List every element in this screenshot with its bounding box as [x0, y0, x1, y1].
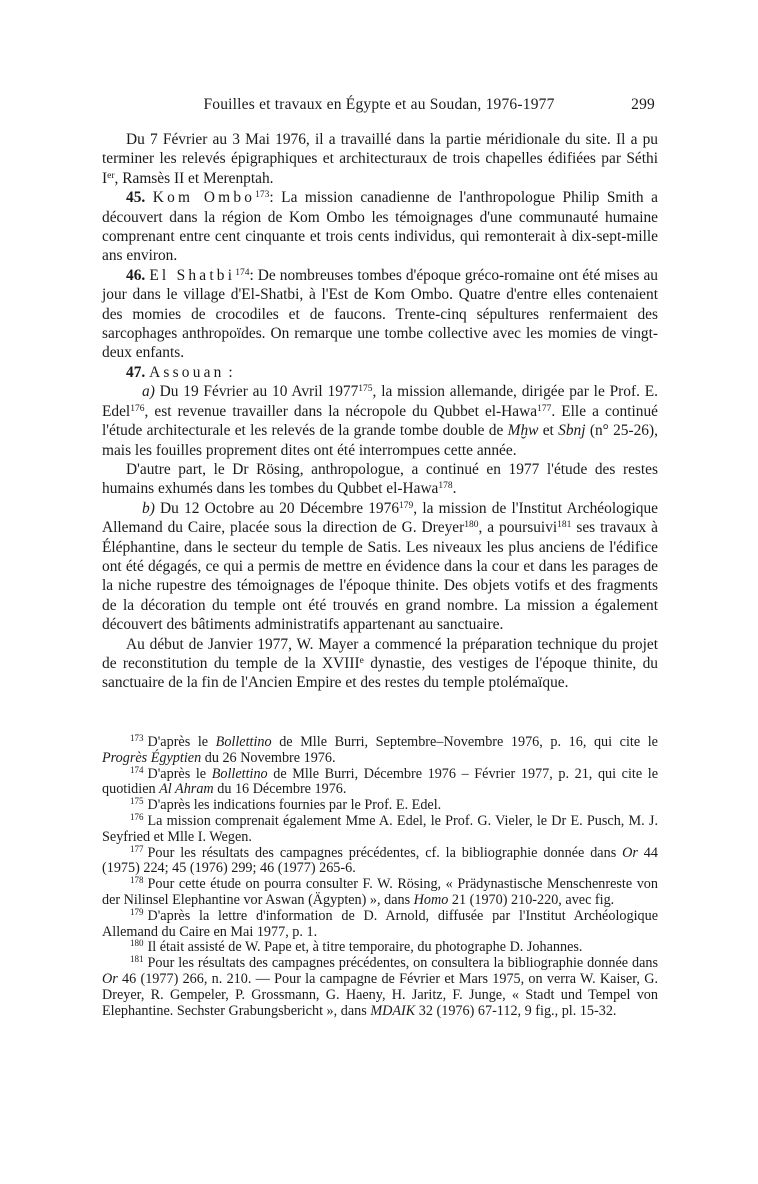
footnote-173: $^{173}$ D'après le Bollettino de Mlle Burri, Septembre–Novembre 1976, p. 16, qui cite le Progrès Égyptien du 26 Novembre 1976.: [102, 733, 658, 766]
footnote-176: $^{176}$ La mission comprenait également Mme A. Edel, le Prof. G. Vieler, le Dr E. Pusch, M. J. Seyfried et Mlle I. Wegen.: [102, 811, 658, 845]
footnote-177: $^{177}$ Pour les résultats des campagnes précédentes, cf. la bibliographie donnée dans Or 44 (1975) 224; 45 (1976) 299; 46 (1977) 265-6.: [102, 843, 658, 877]
footnote-ref: 179: [399, 500, 414, 511]
section-number: 46.: [126, 266, 146, 284]
footnote-180: $^{180}$ Il était assisté de W. Pape et, à titre temporaire, du photographe D. Johannes.: [130, 938, 583, 956]
main-text: [102, 130, 658, 693]
site-name: El Shatbi: [149, 266, 236, 284]
footnote-ref: 180: [464, 520, 479, 531]
superscript: er: [107, 170, 115, 181]
item-label: a): [142, 383, 155, 401]
footnote-number: 173: [130, 733, 144, 743]
running-header: [0, 96, 758, 120]
footnote-ref: 177: [537, 403, 552, 414]
section-47: 47. Assouan :: [126, 363, 233, 381]
item-label: b): [142, 499, 155, 517]
footnote-ref: 176: [130, 403, 145, 414]
section-46: 46. El Shatbi$^{174}$: De nombreuses tombes d'époque gréco-romaine ont été mises au jour dans le village d'El-Shatbi, à l'Est de Kom Ombo. Quatre d'entre elles contenaient des momies de crocodiles et de faucons. Trente-cinq sépultures renfermaient des sarcophages anthropoïdes. On remarque une tombe collective avec les momies de vingt-deux enfants.: [102, 266, 658, 362]
footnote-ref: 174: [235, 267, 250, 278]
footnote-ref: 175: [358, 384, 373, 395]
footnote-number: 178: [130, 875, 144, 886]
site-name: Assouan: [149, 363, 225, 381]
site-name: Kom Ombo: [152, 189, 256, 207]
footnotes: [102, 735, 658, 1019]
footnote-number: 176: [130, 811, 144, 822]
footnote-178: $^{178}$ Pour cette étude on pourra consulter F. W. Rösing, « Prädynastische Menschenreste von der Nilinsel Elephantine vor Aswan (Ägypten) », dans Homo 21 (1970) 210-220, avec fig.: [102, 875, 658, 908]
footnote-number: 179: [130, 906, 144, 917]
paragraph-intro: Du 7 Février au 3 Mai 1976, il a travaillé dans la partie méridionale du site. Il a pu terminer les relevés épigraphiques et architecturaux de trois chapelles édifiées par Séthi Ier, Ramsès II et Merenptah.: [102, 131, 658, 187]
footnote-181: $^{181}$ Pour les résultats des campagnes précédentes, on consultera la bibliographie donnée dans Or 46 (1977) 266, n. 210. — Pour la campagne de Février et Mars 1975, on verra W. Kaiser, G. Dreyer, R. Gempeler, P. Grossmann, G. Haeny, H. Jaritz, F. Junge, « Stadt und Tempel von Elephantine. Sechster Grabungsbericht », dans MDAIK 32 (1976) 67-112, 9 fig., pl. 15-32.: [102, 954, 658, 1019]
footnote-ref: 173: [255, 190, 270, 201]
section-45: 45. Kom Ombo$^{173}$: La mission canadienne de l'anthropologue Philip Smith a découvert dans la région de Kom Ombo les témoignages d'une communauté humaine comprenant entre cent cinquante et trois cents individus, qui remonterait à dix-sept-mille ans environ.: [102, 189, 658, 265]
footnote-number: 177: [130, 843, 144, 854]
paragraph-rosing: D'autre part, le Dr Rösing, anthropologue, a continué en 1977 l'étude des restes humains exhumés dans les tombes du Qubbet el-Hawa$^{178}$.: [102, 460, 658, 498]
footnote-175: $^{175}$ D'après les indications fournies par le Prof. E. Edel.: [130, 796, 442, 814]
footnote-number: 175: [130, 796, 144, 807]
footnote-ref: 181: [557, 520, 572, 531]
superscript: e: [359, 655, 364, 666]
section-47-b: b) Du 12 Octobre au 20 Décembre 1976$^{179}$, la mission de l'Institut Archéologique Allemand du Caire, placée sous la direction de G. Dreyer$^{180}$, a poursuivi$^{181}$ ses travaux à Éléphantine, dans le secteur du temple de Satis. Les niveaux les plus anciens de l'édifice ont été dégagés, ce qui a permis de mettre en évidence dans la cour et dans les parages de la niche rupestre des témoignages de l'époque thinite. Des objets votifs et des fragments de la décoration du temple ont été trouvés en grand nombre. La mission a également découvert des bâtiments administratifs appartenant au sanctuaire.: [102, 499, 658, 634]
section-number: 45.: [126, 189, 146, 207]
page-number: 299: [631, 96, 655, 113]
section-47-a: a) Du 19 Février au 10 Avril 1977$^{175}$, la mission allemande, dirigée par le Prof. E. Edel$^{176}$, est revenue travailler dans la nécropole du Qubbet el-Hawa$^{177}$. Elle a continué l'étude architecturale et les relevés de la grande tombe double de Mḫw et Sbnj (n° 25-26), mais les fouilles proprement dites ont été interrompues cette année.: [102, 383, 658, 459]
section-number: 47.: [126, 363, 146, 381]
footnote-179: $^{179}$ D'après la lettre d'information de D. Arnold, diffusée par l'Institut Archéologique Allemand du Caire en Mai 1977, p. 1.: [102, 906, 658, 940]
footnote-ref: 178: [438, 481, 453, 492]
footnote-174: $^{174}$ D'après le Bollettino de Mlle Burri, Décembre 1976 – Février 1977, p. 21, qui cite le quotidien Al Ahram du 16 Décembre 1976.: [102, 764, 658, 798]
footnote-number: 181: [130, 954, 144, 965]
paragraph-mayer: Au début de Janvier 1977, W. Mayer a commencé la préparation technique du projet de reconstitution du temple de la XVIIIe dynastie, des vestiges de l'époque thinite, du sanctuaire de la fin de l'Ancien Empire et des restes du temple ptolémaïque.: [102, 635, 658, 692]
footnote-number: 174: [130, 764, 144, 775]
running-title: Fouilles et travaux en Égypte et au Soudan, 1976-1977: [203, 96, 555, 113]
footnote-number: 180: [130, 938, 144, 949]
